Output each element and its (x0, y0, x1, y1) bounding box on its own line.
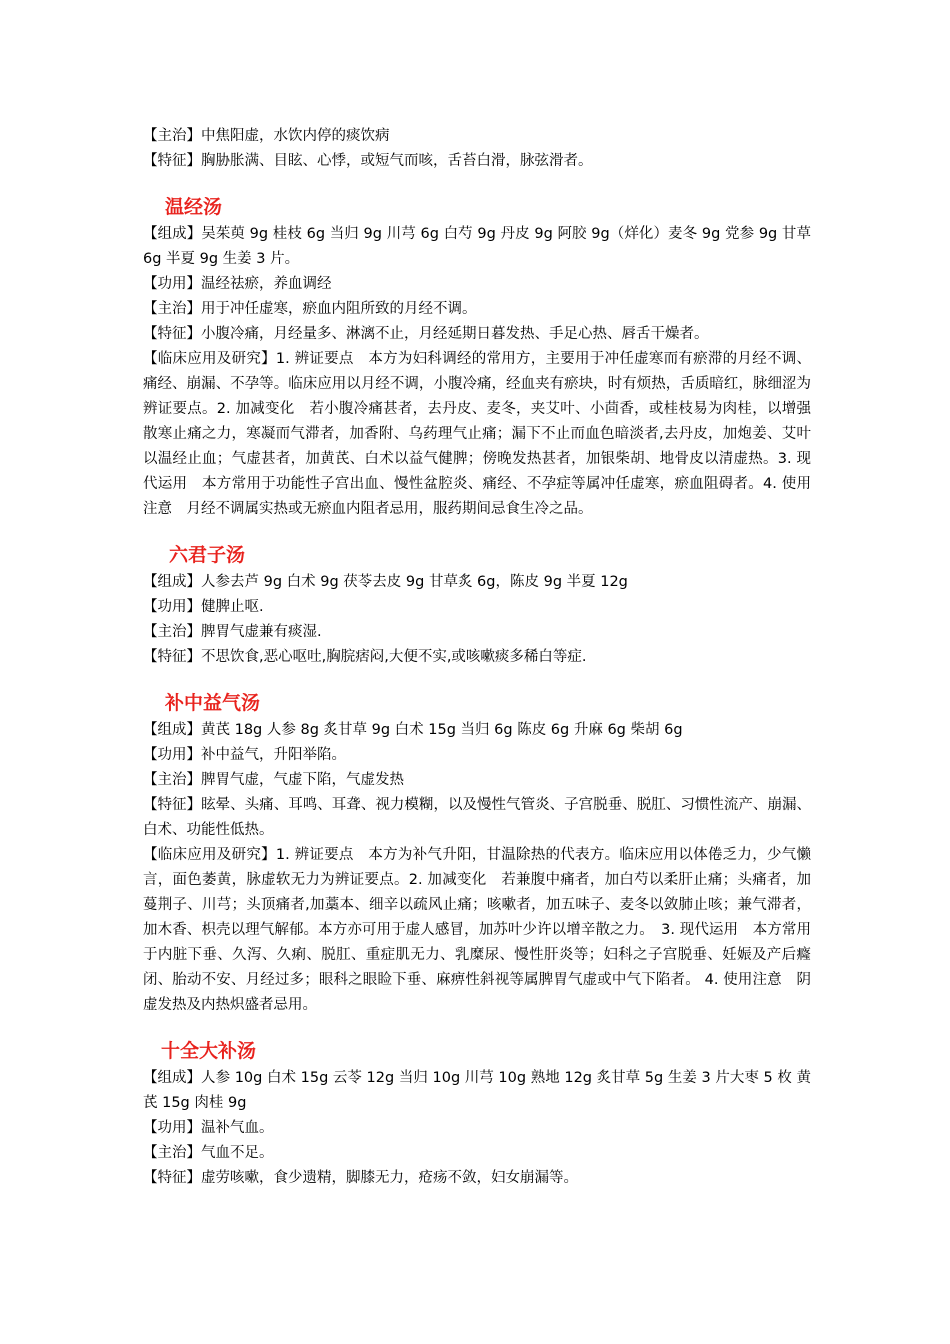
wenjing-zhuzhi: 【主治】用于冲任虚寒，瘀血内阻所致的月经不调。 (143, 301, 477, 317)
liujunzi-tezheng: 【特征】不思饮食,恶心呕吐,胸脘痞闷,大便不实,或咳嗽痰多稀白等症. (143, 649, 587, 665)
wenjing-gongyong: 【功用】温经祛瘀，养血调经 (143, 276, 332, 292)
wenjing-linchuang: 【临床应用及研究】1. 辨证要点 本方为妇科调经的常用方，主要用于冲任虚寒而有瘀滞的月经不调、痛经、崩漏、不孕等。临床应用以月经不调，小腹冷痛，经血夹有瘀块，时有烦热，舌质暗红，脉细涩为辨证要点。2. 加减变化 若小腹冷痛甚者，去丹皮、麦冬，夹艾叶、小茴香，或桂枝易为肉桂，以增强散寒止痛之力，寒凝而气滞者，加香附、乌药理气止痛；漏下不止而血色暗淡者,去丹皮，加炮姜、艾叶以温经止血；气虚甚者，加黄芪、白术以益气健脾；傍晚发热甚者，加银柴胡、地骨皮以清虚热。3. 现代运用 本方常用于功能性子宫出血、慢性盆腔炎、痛经、不孕症等属冲任虚寒，瘀血阻碍者。4. 使用注意 月经不调属实热或无瘀血内阻者忌用，服药期间忌食生冷之品。 (143, 351, 811, 517)
title-buzhong: 补中益气汤 (165, 692, 261, 714)
document-page (143, 124, 811, 1191)
title-wenjing: 温经汤 (165, 196, 223, 218)
shiquan-zhuzhi: 【主治】气血不足。 (143, 1145, 274, 1161)
liujunzi-gongyong: 【功用】健脾止呕. (143, 599, 264, 615)
section-liujunzi (143, 540, 811, 670)
intro-section (143, 124, 811, 174)
wenjing-zucheng: 【组成】吴茱萸 9g 桂枝 6g 当归 9g 川芎 6g 白芍 9g 丹皮 9g 阿胶 9g（烊化）麦冬 9g 党参 9g 甘草 6g 半夏 9g 生姜 3 片。 (143, 226, 811, 267)
liujunzi-zucheng: 【组成】人参去芦 9g 白术 9g 茯苓去皮 9g 甘草炙 6g，陈皮 9g 半夏 12g (143, 574, 628, 590)
buzhong-zucheng: 【组成】黄芪 18g 人参 8g 炙甘草 9g 白术 15g 当归 6g 陈皮 6g 升麻 6g 柴胡 6g (143, 722, 683, 738)
buzhong-linchuang: 【临床应用及研究】1. 辨证要点 本方为补气升阳，甘温除热的代表方。临床应用以体倦乏力，少气懒言，面色萎黄，脉虚软无力为辨证要点。2. 加减变化 若兼腹中痛者，加白芍以柔肝止痛；头痛者，加蔓荆子、川芎；头顶痛者,加藁本、细辛以疏风止痛；咳嗽者，加五味子、麦冬以敛肺止咳；兼气滞者，加木香、枳壳以理气解郁。本方亦可用于虚人感冒，加苏叶少许以增辛散之力。 3. 现代运用 本方常用于内脏下垂、久泻、久痢、脱肛、重症肌无力、乳糜尿、慢性肝炎等；妇科之子宫脱垂、妊娠及产后癃闭、胎动不安、月经过多；眼科之眼睑下垂、麻痹性斜视等属脾胃气虚或中气下陷者。 4. 使用注意 阴虚发热及内热炽盛者忌用。 (143, 847, 811, 1013)
section-wenjing (143, 192, 811, 522)
shiquan-tezheng: 【特征】虚劳咳嗽，食少遗精，脚膝无力，疮疡不敛，妇女崩漏等。 (143, 1170, 578, 1186)
intro-zhuzhi: 【主治】中焦阳虚，水饮内停的痰饮病 (143, 128, 390, 144)
wenjing-tezheng: 【特征】小腹冷痛，月经量多、淋漓不止，月经延期日暮发热、手足心热、唇舌干燥者。 (143, 326, 709, 342)
buzhong-gongyong: 【功用】补中益气，升阳举陷。 (143, 747, 346, 763)
buzhong-tezheng: 【特征】眩晕、头痛、耳鸣、耳聋、视力模糊，以及慢性气管炎、子宫脱垂、脱肛、习惯性流产、崩漏、白术、功能性低热。 (143, 797, 811, 838)
shiquan-gongyong: 【功用】温补气血。 (143, 1120, 274, 1136)
title-shiquan: 十全大补汤 (161, 1040, 257, 1062)
section-shiquan (143, 1036, 811, 1191)
section-buzhong (143, 688, 811, 1018)
intro-tezheng: 【特征】胸胁胀满、目眩、心悸，或短气而咳，舌苔白滑，脉弦滑者。 (143, 153, 593, 169)
shiquan-zucheng: 【组成】人参 10g 白术 15g 云苓 12g 当归 10g 川芎 10g 熟地 12g 炙甘草 5g 生姜 3 片大枣 5 枚 黄芪 15g 肉桂 9g (143, 1070, 811, 1111)
title-liujunzi: 六君子汤 (169, 544, 246, 566)
liujunzi-zhuzhi: 【主治】脾胃气虚兼有痰湿. (143, 624, 322, 640)
buzhong-zhuzhi: 【主治】脾胃气虚，气虚下陷，气虚发热 (143, 772, 404, 788)
